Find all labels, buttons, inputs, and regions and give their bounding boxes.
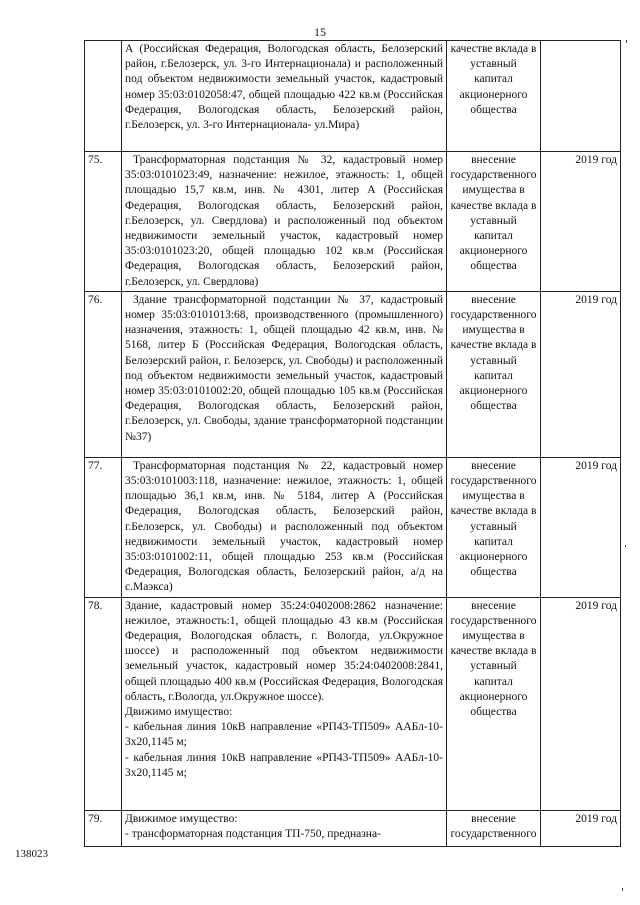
row-description <box>122 597 447 810</box>
row-year: 2019 год <box>541 810 621 846</box>
scan-artifact <box>626 40 627 43</box>
row-description <box>122 457 447 597</box>
row-number: 77. <box>85 457 122 597</box>
description-paragraph: - трансформаторная подстанция ТП-750, предназна- <box>125 827 381 840</box>
row-description <box>122 291 447 457</box>
document-code: 138023 <box>15 848 48 860</box>
row-description <box>122 41 447 152</box>
table-row <box>85 152 621 292</box>
scan-artifact <box>625 545 626 547</box>
row-number: 76. <box>85 291 122 457</box>
row-year: 2019 год <box>541 291 621 457</box>
description-paragraph: Движимое имущество: <box>125 812 238 825</box>
row-method: внесение государственного имущества в качестве вклада в уставный капитал акционерного общества <box>447 291 541 457</box>
row-year: 2019 год <box>541 152 621 292</box>
property-table <box>84 40 621 847</box>
row-method: внесение государственного имущества в качестве вклада в уставный капитал акционерного общества <box>447 457 541 597</box>
table-row <box>85 597 621 810</box>
row-number: 75. <box>85 152 122 292</box>
row-description <box>122 810 447 846</box>
property-table-body <box>85 41 621 847</box>
scan-artifact <box>622 888 623 891</box>
row-year <box>541 41 621 152</box>
table-row <box>85 291 621 457</box>
page-number: 15 <box>314 25 326 39</box>
description-paragraph: А (Российская Федерация, Вологодская область, Белозерский район, г.Белозерск, ул. 3-го Интернационала) и расположенный под объектом недвижимости земельный участок, кадастровый номер 35:03:0102058:47, общей площадью 422 кв.м (Российская Федерация, Вологодская область, Белозерский район, г.Белозерск, ул. 3-го Интернационала- ул.Мира) <box>125 43 443 132</box>
row-method: внесение государственного имущества в качестве вклада в уставный капитал акционерного общества <box>447 152 541 292</box>
row-method: внесение государственного <box>447 810 541 846</box>
description-paragraph: Движимо имущество: <box>125 706 233 719</box>
description-paragraph: - кабельная линия 10кВ направление «РП43-ТП509» ААБл-10-3х20,1145 м; <box>125 751 443 779</box>
row-description <box>122 152 447 292</box>
description-paragraph: Здание, кадастровый номер 35:24:0402008:2862 назначение: нежилое, этажность:1, общей площадью 43 кв.м (Российская Федерация, Вологодская область, г. Вологда, ул.Окружное шоссе) и расположенный под объектом недвижимости земельный участок, кадастровый номер 35:24:0402008:2841, общей площадью 400 кв.м (Российская Федерация, Вологодская область, г.Вологда, ул.Окружное шоссе). <box>125 599 443 703</box>
row-number: 79. <box>85 810 122 846</box>
description-paragraph: - кабельная линия 10кВ направление «РП43-ТП509» ААБл-10-3х20,1145 м; <box>125 721 443 749</box>
row-year: 2019 год <box>541 597 621 810</box>
table-row <box>85 41 621 152</box>
description-paragraph: Трансформаторная подстанция № 32, кадастровый номер 35:03:0101023:49, назначение: нежилое, этажность: 1, общей площадью 15,7 кв.м, инв. № 4301, литер А (Российская Федерация, Вологодская область, Белозерский район, г.Белозерск, ул. Свердлова) и расположенный под объектом недвижимости земельный участок, кадастровый номер 35:03:0101023:20, общей площадью 102 кв.м (Российская Федерация, Вологодская область, Белозерский район, г.Белозерск, ул. Свердлова) <box>125 154 443 288</box>
row-number <box>85 41 122 152</box>
table-row <box>85 457 621 597</box>
row-year: 2019 год <box>541 457 621 597</box>
row-number: 78. <box>85 597 122 810</box>
row-method: внесение государственного имущества в качестве вклада в уставный капитал акционерного общества <box>447 597 541 810</box>
table-row <box>85 810 621 846</box>
description-paragraph: Трансформаторная подстанция № 22, кадастровый номер 35:03:0101003:118, назначение: нежилое, этажность: 1, общей площадью 36,1 кв.м, инв. № 5184, литер А (Российская Федерация, Вологодская область, Белозерский район, г.Белозерск, ул. Свободы) и расположенный под объектом недвижимости земельный участок, кадастровый номер 35:03:0101002:11, общей площадью 253 кв.м (Российская Федерация, Вологодская область, Белозерский район, а/д на с.Маэкса) <box>125 459 443 594</box>
row-method: качестве вклада в уставный капитал акционерного общества <box>447 41 541 152</box>
description-paragraph: Здание трансформаторной подстанции № 37, кадастровый номер 35:03:0101013:68, производственного (промышленного) назначения, этажность: 1, общей площадью 42 кв.м, инв. № 5168, литер Б (Российская Федерация, Вологодская область, Белозерский район, г. Белозерск, ул. Свободы) и расположенный под объектом недвижимости земельный участок, кадастровый номер 35:03:0101002:20, общей площадью 105 кв.м (Российская Федерация, Вологодская область, Белозерский район, г.Белозерск, ул. Свободы, здание трансформаторной подстанции №37) <box>125 293 443 443</box>
